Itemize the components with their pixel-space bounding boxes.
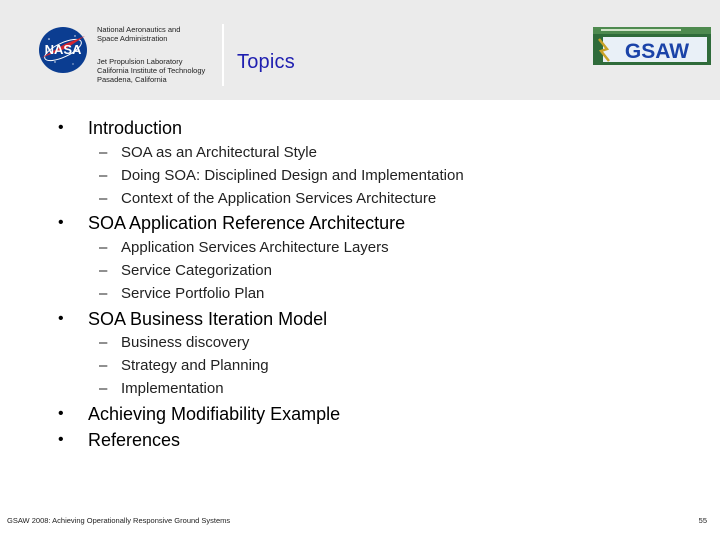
sub-bullet-text: Service Portfolio Plan: [121, 285, 265, 302]
bullet-marker: •: [58, 214, 64, 231]
bullet-text: SOA Application Reference Architecture: [88, 213, 406, 233]
sub-bullet-marker: –: [99, 167, 108, 184]
sub-bullet-marker: –: [99, 239, 108, 256]
slide-title: Topics: [237, 51, 295, 73]
bullet-text: Introduction: [88, 118, 183, 138]
sub-bullet-text: Strategy and Planning: [121, 357, 269, 374]
svg-text:NASA: NASA: [44, 42, 82, 57]
bullet-text: Achieving Modifiability Example: [88, 404, 341, 424]
sub-bullet-text: SOA as an Architectural Style: [121, 144, 317, 161]
bullet-marker: •: [58, 405, 64, 422]
sub-bullet-marker: –: [99, 334, 108, 351]
sub-bullet-marker: –: [99, 380, 108, 397]
sub-bullet-marker: –: [99, 285, 108, 302]
sub-bullet-marker: –: [99, 357, 108, 374]
bullet-marker: •: [58, 119, 64, 136]
bullet-marker: •: [58, 310, 64, 327]
bullet-text: References: [88, 430, 181, 450]
footer-conference-text: GSAW 2008: Achieving Operationally Responsive Ground Systems: [7, 516, 231, 525]
sub-bullet-text: Doing SOA: Disciplined Design and Implementation: [121, 167, 464, 184]
bullet-text: SOA Business Iteration Model: [88, 309, 328, 329]
sub-bullet-text: Business discovery: [121, 334, 250, 351]
lab-name-line2: California Institute of Technology: [97, 66, 206, 75]
sub-bullet-text: Application Services Architecture Layers: [121, 239, 389, 256]
agency-name-line1: National Aeronautics and: [97, 25, 181, 34]
svg-text:GSAW: GSAW: [624, 40, 690, 63]
sub-bullet-text: Context of the Application Services Architecture: [121, 190, 437, 207]
lab-name-line1: Jet Propulsion Laboratory: [97, 57, 183, 66]
sub-bullet-marker: –: [99, 144, 108, 161]
sub-bullet-marker: –: [99, 262, 108, 279]
sub-bullet-marker: –: [99, 190, 108, 207]
sub-bullet-text: Service Categorization: [121, 262, 272, 279]
agency-name-line2: Space Administration: [97, 34, 168, 43]
sub-bullet-text: Implementation: [121, 380, 224, 397]
page-number: 55: [698, 516, 707, 525]
lab-name-line3: Pasadena, California: [97, 75, 167, 84]
bullet-marker: •: [58, 431, 64, 448]
